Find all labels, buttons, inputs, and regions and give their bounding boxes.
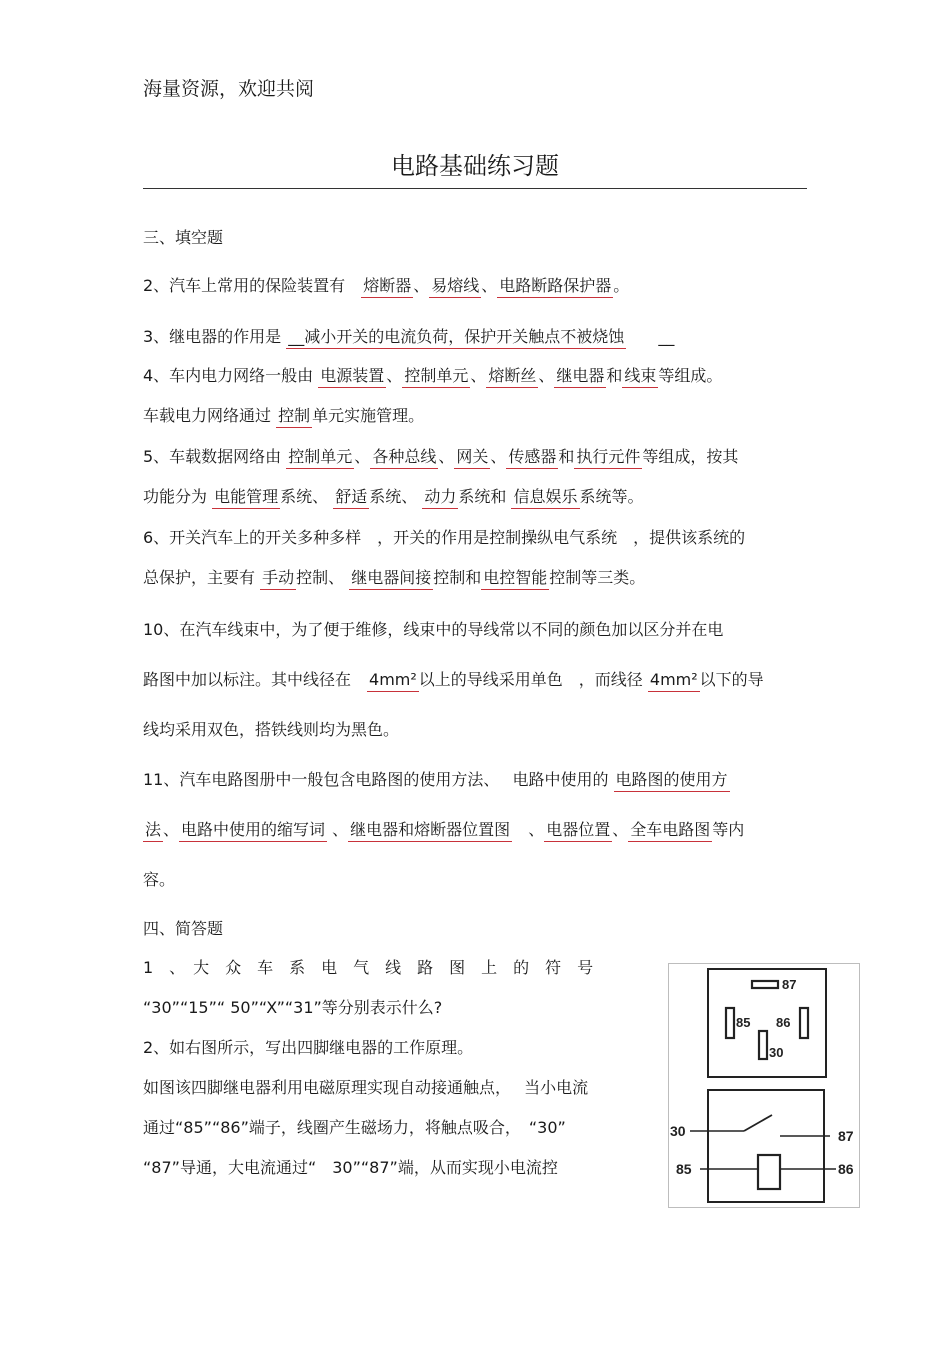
question-6: 6、开关汽车上的开关多种多样 ，开关的作用是控制操纵电气系统 ，提供该系统的 [143, 528, 746, 547]
question-10: 10、在汽车线束中，为了便于维修，线束中的导线常以不同的颜色加以区分并在电 [143, 620, 724, 639]
answer-blank: 继电器 [554, 366, 606, 388]
pin-label-85: 85 [736, 1015, 751, 1030]
question-4: 4、车内电力网络一般由 电源装置 、 控制单元 、 熔断丝 、 继电器 和 线束 等组成。 [143, 366, 722, 388]
relay-coil [758, 1155, 780, 1189]
pin-85-slot [726, 1008, 734, 1038]
question-5: 5、车载数据网络由 控制单元 、 各种总线 、 网关 、 传感器 和 执行元件 等组成，按其 [143, 447, 738, 469]
schematic-label-87: 87 [838, 1128, 854, 1144]
short-answer-2-line-2: 通过“85”“86”端子，线圈产生磁场力，将触点吸合， “30” [143, 1118, 566, 1137]
header-note: 海量资源，欢迎共阅 [143, 78, 315, 100]
short-question-1: 1 、 大 众 车 系 电 气 线 路 图 上 的 符 号 [143, 958, 594, 977]
answer-blank: 手动 [260, 568, 296, 590]
answer-blank: 控制 [276, 406, 312, 428]
section-4-heading: 四、简答题 [143, 919, 224, 938]
question-5-line-2: 功能分为 电能管理 系统、 舒适 系统、 动力 系统和 信息娱乐 系统等。 [143, 487, 644, 509]
answer-blank: 法 [143, 820, 163, 842]
question-10-line-2: 路图中加以标注。其中线径在 4mm² 以上的导线采用单色 ，而线径 4mm² 以下的导 [143, 670, 764, 692]
answer-blank: 各种总线 [370, 447, 438, 469]
answer-blank: 舒适 [333, 487, 369, 509]
pin-30-slot [759, 1031, 767, 1059]
answer-blank: 全车电路图 [628, 820, 712, 842]
answer-blank: 电路图的使用方 [614, 770, 730, 792]
schematic-label-86: 86 [838, 1161, 854, 1177]
schematic-label-30: 30 [670, 1123, 686, 1139]
question-11-line-2: 法 、 电路中使用的缩写词 、 继电器和熔断器位置图 、 电器位置 、 全车电路图 等内 [143, 820, 744, 842]
question-11: 11、汽车电路图册中一般包含电路图的使用方法、 电路中使用的 电路图的使用方 [143, 770, 730, 792]
answer-blank: 线束 [622, 366, 658, 388]
question-10-line-3: 线均采用双色，搭铁线则均为黑色。 [143, 720, 400, 739]
pin-86-slot [800, 1008, 808, 1038]
answer-blank: 电器位置 [544, 820, 612, 842]
pin-label-87: 87 [782, 977, 797, 992]
short-question-1-line-2: “30”“15”“ 50”“X”“31”等分别表示什么? [143, 998, 443, 1017]
answer-blank: 电控智能 [481, 568, 549, 590]
answer-blank: 电能管理 [212, 487, 280, 509]
answer-blank: 4mm² [367, 670, 419, 692]
question-2: 2、汽车上常用的保险装置有 熔断器 、 易熔线 、 电路断路保护器 。 [143, 276, 629, 298]
answer-blank: 信息娱乐 [511, 487, 579, 509]
pin-label-30: 30 [769, 1045, 784, 1060]
diagram-frame [669, 964, 860, 1208]
answer-blank: 动力 [422, 487, 458, 509]
answer-blank: 熔断器 [361, 276, 413, 298]
answer-blank: __减小开关的电流负荷，保护开关触点不被烧蚀 [286, 327, 626, 349]
pin-label-86: 86 [776, 1015, 791, 1030]
answer-blank: 4mm² [648, 670, 700, 692]
question-3: 3、继电器的作用是 __减小开关的电流负荷，保护开关触点不被烧蚀 __ [143, 327, 674, 349]
title-divider [143, 188, 807, 189]
answer-blank: 网关 [454, 447, 490, 469]
answer-blank: 控制单元 [286, 447, 354, 469]
short-question-2: 2、如右图所示，写出四脚继电器的工作原理。 [143, 1038, 474, 1057]
answer-blank: 传感器 [506, 447, 558, 469]
relay-schematic-box [708, 1090, 824, 1202]
section-3-heading: 三、填空题 [143, 228, 224, 247]
answer-blank: 继电器和熔断器位置图 [348, 820, 512, 842]
answer-blank: 电路断路保护器 [497, 276, 613, 298]
short-answer-2-line-1: 如图该四脚继电器利用电磁原理实现自动接通触点， 当小电流 [143, 1078, 589, 1097]
relay-diagram-svg [668, 963, 860, 1208]
relay-switch-contact [744, 1115, 772, 1131]
answer-blank: 执行元件 [574, 447, 642, 469]
answer-blank: 电源装置 [318, 366, 386, 388]
schematic-label-85: 85 [676, 1161, 692, 1177]
answer-blank: 易熔线 [429, 276, 481, 298]
relay-diagram [668, 963, 860, 1208]
short-answer-2-line-3: “87”导通，大电流通过“ 30”“87”端，从而实现小电流控 [143, 1158, 558, 1177]
question-6-line-2: 总保护，主要有 手动 控制、 继电器间接 控制和 电控智能 控制等三类。 [143, 568, 645, 590]
pin-87-slot [752, 981, 778, 988]
answer-blank: 控制单元 [402, 366, 470, 388]
answer-blank: 继电器间接 [349, 568, 433, 590]
question-11-line-3: 容。 [143, 870, 176, 889]
question-4-line-2: 车载电力网络通过 控制 单元实施管理。 [143, 406, 424, 428]
answer-blank: 电路中使用的缩写词 [179, 820, 327, 842]
answer-blank: 熔断丝 [486, 366, 538, 388]
page-title: 电路基础练习题 [391, 152, 559, 180]
